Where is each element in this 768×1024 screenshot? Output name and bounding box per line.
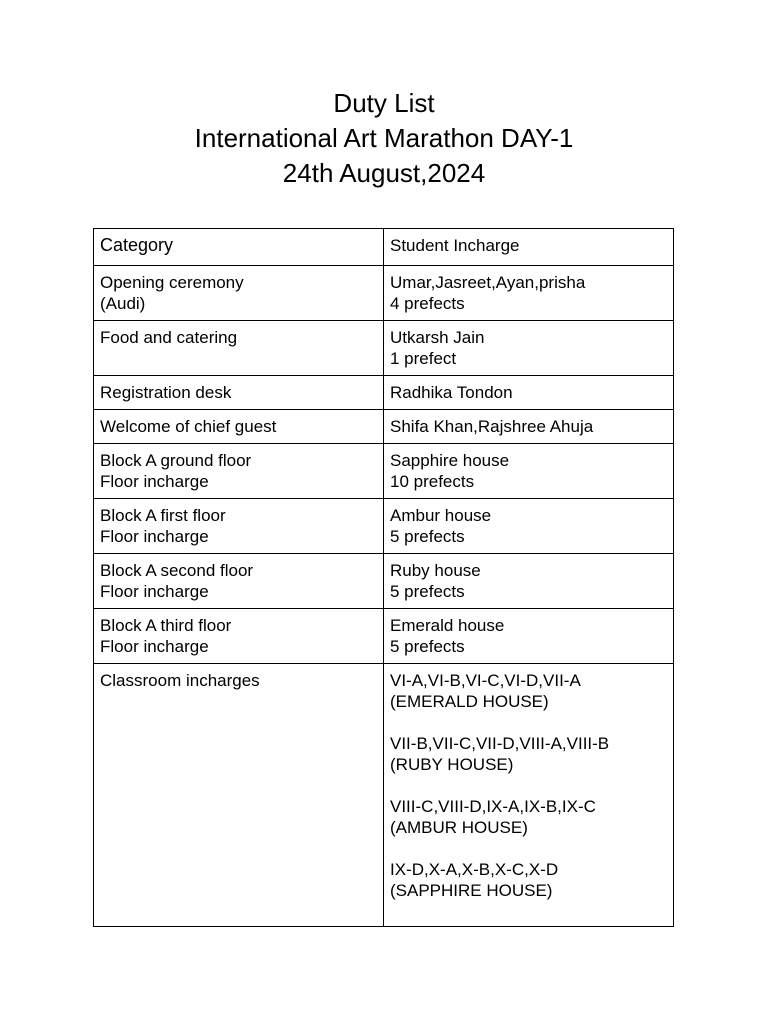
title-date: 24th August,2024 [282,158,486,188]
table-row [94,609,674,664]
category-cell [94,266,384,321]
house-name: (RUBY HOUSE) [390,755,514,774]
header-category: Category [94,229,384,266]
incharge-cell [384,410,674,444]
class-list: IX-D,X-A,X-B,X-C,X-D [390,860,559,879]
incharge-cell [384,444,674,499]
classroom-group-ruby [390,733,667,775]
category-text: Block A third floor [100,616,232,635]
incharge-text: Emerald house [390,616,505,635]
category-text: Floor incharge [100,527,209,546]
incharge-cell [384,499,674,554]
category-cell [94,499,384,554]
category-cell [94,376,384,410]
table-row [94,266,674,321]
incharge-cell [384,376,674,410]
incharge-cell [384,554,674,609]
table-row [94,444,674,499]
incharge-text: 4 prefects [390,294,465,313]
category-text: Welcome of chief guest [100,417,277,436]
house-name: (AMBUR HOUSE) [390,818,528,837]
incharge-text: 1 prefect [390,349,457,368]
incharge-text: Ruby house [390,561,481,580]
category-cell [94,444,384,499]
table-header-row [94,229,674,266]
incharge-text: 5 prefects [390,637,465,656]
header-student-incharge: Student Incharge [384,229,674,266]
category-cell [94,609,384,664]
incharge-text: Umar,Jasreet,Ayan,prisha [390,273,586,292]
category-text: Block A second floor [100,561,254,580]
incharge-text: 5 prefects [390,527,465,546]
classroom-group-ambur [390,796,667,838]
incharge-text: Sapphire house [390,451,510,470]
classroom-group-sapphire [390,859,667,901]
house-name: (SAPPHIRE HOUSE) [390,881,553,900]
classroom-groups-cell [384,664,674,927]
incharge-cell [384,321,674,376]
category-cell [94,664,384,927]
incharge-text: Utkarsh Jain [390,328,485,347]
duty-table [93,228,674,927]
category-text: Floor incharge [100,637,209,656]
title-duty-list: Duty List [333,88,435,118]
table-row [94,499,674,554]
category-text: Opening ceremony [100,273,244,292]
incharge-cell [384,266,674,321]
class-list: VII-B,VII-C,VII-D,VIII-A,VIII-B [390,734,610,753]
incharge-cell [384,609,674,664]
category-text: Registration desk [100,383,232,402]
table-row [94,376,674,410]
classroom-group-emerald [390,670,667,712]
class-list: VI-A,VI-B,VI-C,VI-D,VII-A [390,671,581,690]
category-cell [94,410,384,444]
incharge-text: 10 prefects [390,472,475,491]
incharge-text: Ambur house [390,506,492,525]
title-event-name: International Art Marathon DAY-1 [194,123,574,153]
table-row-classroom-incharges [94,664,674,927]
category-text: Classroom incharges [100,671,260,690]
table-row [94,321,674,376]
category-text: (Audi) [100,294,146,313]
incharge-text: Shifa Khan,Rajshree Ahuja [390,417,594,436]
table-row [94,554,674,609]
category-text: Block A ground floor [100,451,252,470]
category-cell [94,554,384,609]
house-name: (EMERALD HOUSE) [390,692,549,711]
incharge-text: 5 prefects [390,582,465,601]
table-row [94,410,674,444]
category-text: Floor incharge [100,582,209,601]
class-list: VIII-C,VIII-D,IX-A,IX-B,IX-C [390,797,596,816]
category-text: Block A first floor [100,506,226,525]
document-title [0,86,768,191]
category-text: Food and catering [100,328,238,347]
category-cell [94,321,384,376]
incharge-text: Radhika Tondon [390,383,513,402]
category-text: Floor incharge [100,472,209,491]
